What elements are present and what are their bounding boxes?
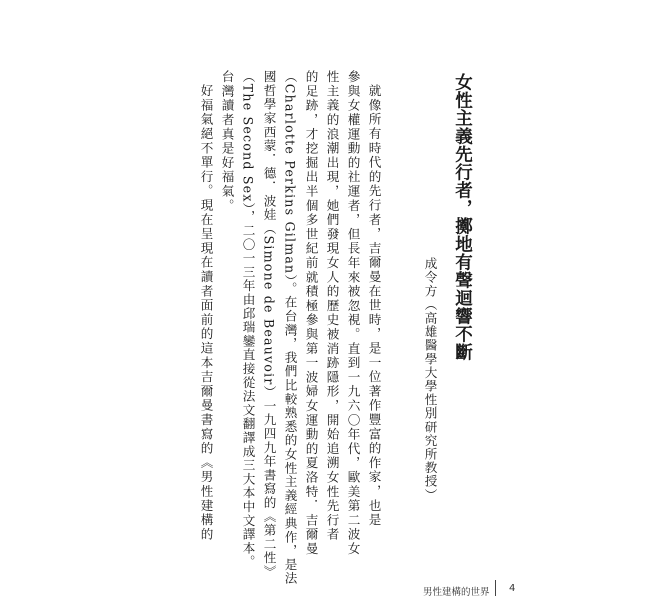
body-line: 性主義的浪潮出現，她們發現女人的歷史被消跡隱形，開始追溯女性先行者 — [324, 70, 340, 542]
body-line: 的足跡，才挖掘出半個多世紀前就積極參與第一波婦女運動的夏洛特．吉爾曼 — [303, 70, 319, 557]
body-line: （The Second Sex），二〇一三年由邱瑞鑾直接從法文翻譯成三大本中文譯本。 — [240, 70, 256, 569]
body-line: （Charlotte Perkins Gilman）。在台灣，我們比較熟悉的女性主義經典作，是法 — [282, 70, 298, 586]
article-title: 女性主義先行者，擲地有聲迴響不斷 — [452, 73, 473, 361]
body-line: 參與女權運動的社運者，但長年來被忽視。直到一九六〇年代，歐美第二波女 — [345, 70, 361, 557]
page-number: 4 — [509, 583, 516, 594]
body-line: 就像所有時代的先行者，吉爾曼在世時，是一位著作豐富的作家，也是 — [366, 84, 382, 528]
body-line: 好福氣絕不單行。現在呈現在讀者面前的這本吉爾曼書寫的《男性建構的 — [198, 84, 214, 542]
running-footer-title: 男性建構的世界 — [423, 587, 490, 598]
footer-divider — [495, 580, 496, 596]
article-author: 成令方（高雄醫學大學性別研究所教授） — [422, 257, 438, 502]
body-line: 國哲學家西蒙．德．波娃（Simone de Beauvoir）一九四九年書寫的《第二性》 — [261, 70, 277, 579]
body-line: 台灣讀者真是好福氣。 — [219, 70, 235, 213]
